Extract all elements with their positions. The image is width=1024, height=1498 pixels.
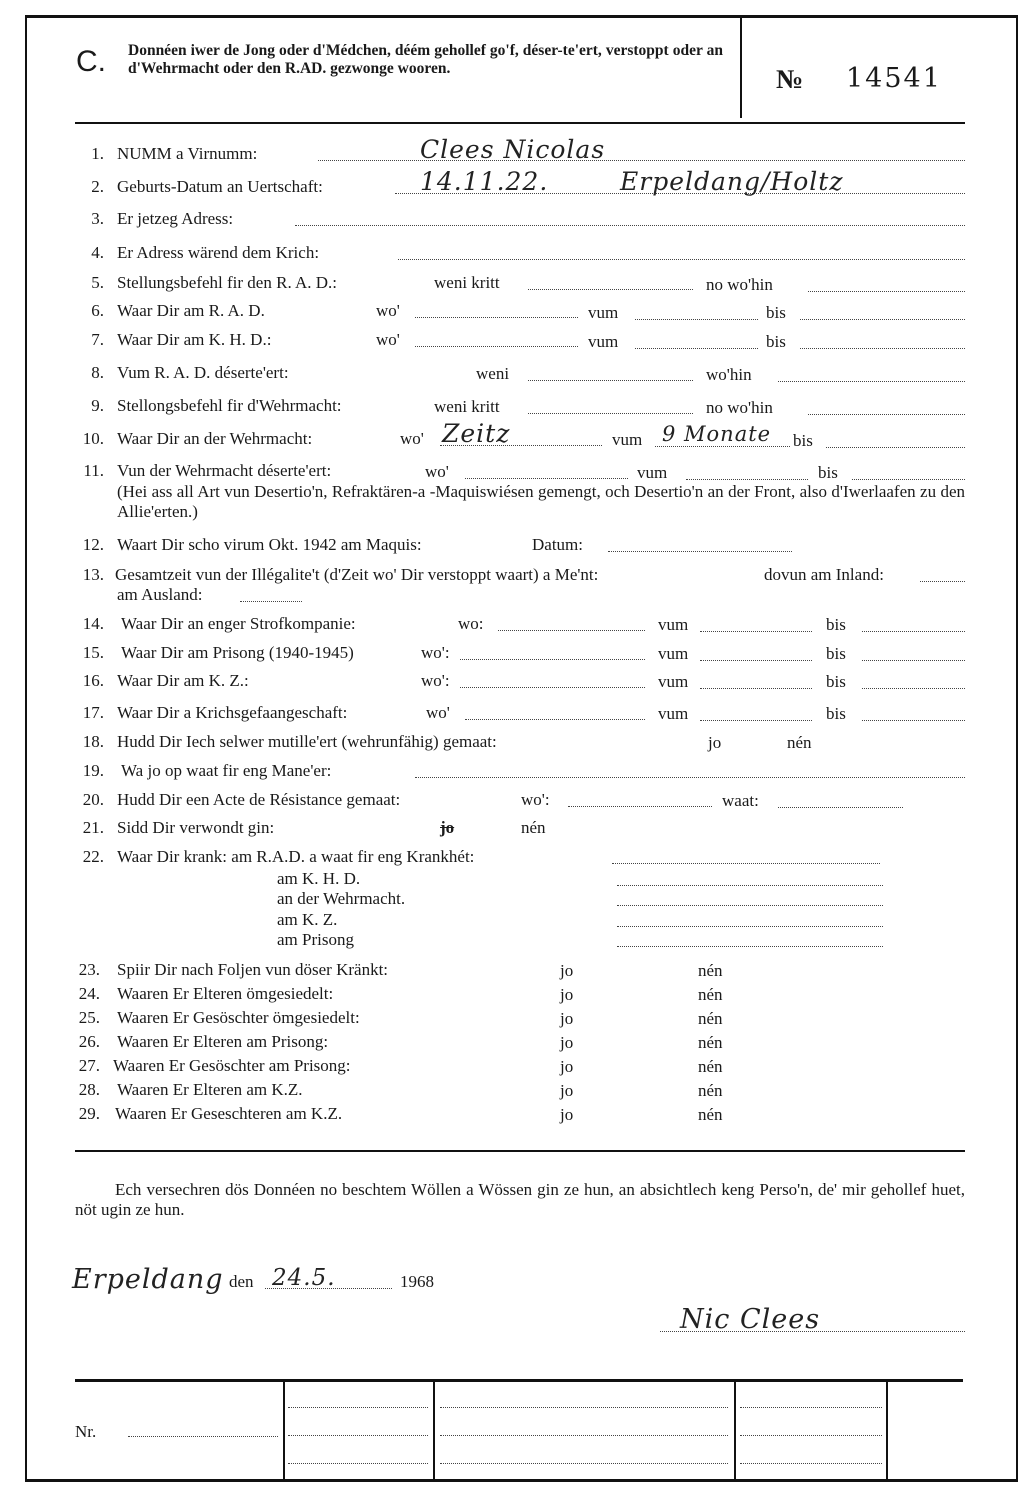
option-no[interactable]: nén [521, 818, 546, 837]
option-yes[interactable]: jo [560, 985, 574, 1004]
item-number: 9. [91, 396, 104, 415]
label-where: wo: [458, 614, 484, 633]
value-where: Zeitz [442, 419, 511, 448]
label-from: vum [612, 430, 643, 449]
field[interactable] [852, 479, 965, 480]
label: Waar Dir an enger Strofkompanie: [121, 614, 356, 633]
table-cell[interactable] [288, 1435, 428, 1436]
field-address[interactable] [295, 225, 965, 226]
field[interactable] [460, 687, 645, 688]
item-number: 6. [91, 301, 104, 320]
label-where: wo': [521, 790, 550, 809]
label-from: vum [658, 704, 689, 723]
field[interactable] [700, 688, 812, 689]
frame-left [25, 15, 27, 1482]
field[interactable] [808, 291, 965, 292]
desertion-note: (Hei ass all Art vun Desertio'n, Refraktären-a -Maquiswiésen gemengt, och Desertio'n an der Front, also d'Iwerlaafen zu den Allie'erten.) [117, 482, 965, 521]
sub-label: am K. Z. [277, 910, 338, 929]
field[interactable] [617, 926, 883, 927]
field[interactable] [240, 601, 302, 602]
label: Waaren Er Geseschteren am K.Z. [115, 1104, 343, 1123]
item-number: 27. [78, 1056, 100, 1075]
table-col-divider [283, 1381, 285, 1479]
field[interactable] [862, 631, 965, 632]
field[interactable] [700, 720, 812, 721]
label-from: vum [588, 303, 619, 322]
label-where: wo': [421, 643, 450, 662]
label-address: Er jetzeg Adress: [117, 209, 234, 228]
field[interactable] [862, 660, 965, 661]
item-number: 4. [91, 243, 104, 262]
label-war-address: Er Adress wärend dem Krich: [117, 243, 320, 262]
signed-date: 24.5. [272, 1265, 336, 1291]
label-to: bis [826, 644, 846, 663]
option-yes[interactable]: jo [560, 1105, 574, 1124]
label-where: wo': [421, 671, 450, 690]
field-war-address[interactable] [398, 259, 965, 260]
item-number: 18. [82, 732, 104, 751]
field[interactable] [617, 905, 883, 906]
label-name: NUMM a Virnumm: [117, 144, 258, 163]
label-where: wo' [376, 330, 400, 349]
label-from: vum [658, 615, 689, 634]
label-what: waat: [722, 791, 759, 810]
declaration-text: Ech versechren dös Donnéen no beschtem Wöllen a Wössen gin ze hun, an absichtlech keng Perso'n, de' mir gehollef huet, nöt ugin ze hun. [75, 1180, 965, 1219]
label: Waar Dir am R. A. D. [117, 301, 265, 320]
frame-right [1016, 15, 1018, 1482]
option-yes[interactable]: jo [560, 1009, 574, 1028]
label: Waar Dir am K. Z.: [117, 671, 249, 690]
item-number: 10. [82, 429, 104, 448]
field[interactable] [415, 346, 578, 347]
item-number: 13. [82, 565, 104, 584]
label-to: bis [766, 332, 786, 351]
field[interactable] [498, 630, 645, 631]
table-cell[interactable] [288, 1463, 428, 1464]
table-top-rule [75, 1379, 963, 1382]
label: Waaren Er Elteren am K.Z. [117, 1080, 303, 1099]
label-to: bis [826, 615, 846, 634]
field[interactable] [778, 807, 903, 808]
option-no[interactable]: nén [698, 1105, 723, 1124]
table-col-divider [886, 1381, 888, 1479]
option-yes[interactable]: jo [560, 961, 574, 980]
label-den: den [229, 1272, 254, 1291]
item-number: 1. [91, 144, 104, 163]
label-where: wo' [376, 301, 400, 320]
header-divider [740, 17, 742, 118]
field[interactable] [465, 478, 628, 479]
field[interactable] [862, 720, 965, 721]
table-col-divider [433, 1381, 435, 1479]
value-birth-date: 14.11.22. [420, 167, 549, 196]
item-number: 12. [82, 535, 104, 554]
field[interactable] [686, 479, 808, 480]
field[interactable] [617, 885, 883, 886]
label-where: wo' [426, 703, 450, 722]
option-no[interactable]: nén [698, 985, 723, 1004]
label-when: weni kritt [434, 397, 500, 416]
label: Waar Dir am K. H. D.: [117, 330, 272, 349]
item-number: 20. [82, 790, 104, 809]
label: Waaren Er Gesöschter ömgesiedelt: [117, 1008, 360, 1027]
label: Waar Dir an der Wehrmacht: [117, 429, 313, 448]
label-where: no wo'hin [706, 275, 773, 294]
value-from: 9 Monate [662, 422, 772, 446]
frame-top [25, 15, 1018, 18]
sub-label: an der Wehrmacht. [277, 889, 406, 908]
label-from: vum [658, 644, 689, 663]
option-yes[interactable]: jo [560, 1057, 574, 1076]
label-where: wo' [425, 462, 449, 481]
table-cell[interactable] [288, 1407, 428, 1408]
label: Waaren Er Elteren am Prisong: [117, 1032, 329, 1051]
field[interactable] [920, 581, 965, 582]
item-number: 7. [91, 330, 104, 349]
item-number: 16. [82, 671, 104, 690]
item-number: 29. [78, 1104, 100, 1123]
field[interactable] [617, 946, 883, 947]
sub-label: am Prisong [277, 930, 354, 949]
section-letter: C. [76, 45, 106, 78]
label-where: wo'hin [706, 365, 752, 384]
field[interactable] [608, 551, 792, 552]
item-number: 8. [91, 363, 104, 382]
label: Wa jo op waat fir eng Mane'er: [121, 761, 332, 780]
label-from: vum [637, 463, 668, 482]
header-rule [75, 122, 965, 124]
label-where: no wo'hin [706, 398, 773, 417]
label-birth: Geburts-Datum an Uertschaft: [117, 177, 323, 196]
field[interactable] [612, 863, 880, 864]
label-to: bis [826, 704, 846, 723]
signed-place: Erpeldang [72, 1264, 224, 1295]
signature: Nic Clees [680, 1304, 821, 1335]
nr-label: Nr. [75, 1422, 97, 1441]
field[interactable] [635, 319, 758, 320]
number-sign: № [776, 64, 804, 94]
label: Waaren Er Gesöschter am Prisong: [113, 1056, 351, 1075]
label-where: wo' [400, 429, 424, 448]
field[interactable] [415, 777, 965, 778]
section-divider [75, 1150, 965, 1152]
item-number: 15. [82, 643, 104, 662]
option-yes[interactable]: jo [708, 733, 722, 752]
field[interactable] [700, 660, 812, 661]
option-no[interactable]: nén [698, 1081, 723, 1100]
item-number: 19. [82, 761, 104, 780]
label-inland: dovun am Inland: [764, 565, 884, 584]
item-number: 28. [78, 1080, 100, 1099]
option-no[interactable]: nén [698, 1009, 723, 1028]
item-number: 25. [78, 1008, 100, 1027]
label: Waar Dir am Prisong (1940-1945) [121, 643, 354, 662]
field[interactable] [808, 414, 965, 415]
form-number: 14541 [846, 63, 942, 94]
field-name[interactable] [318, 160, 965, 161]
label: Waart Dir scho virum Okt. 1942 am Maquis: [117, 535, 422, 554]
table-cell[interactable] [740, 1463, 882, 1464]
field[interactable] [415, 317, 578, 318]
label-to: bis [793, 431, 813, 450]
option-yes[interactable]: jo [560, 1081, 574, 1100]
label-when: weni kritt [434, 273, 500, 292]
label-from: vum [658, 672, 689, 691]
item-number: 2. [91, 177, 104, 196]
item-number: 24. [78, 984, 100, 1003]
field[interactable] [800, 348, 965, 349]
field[interactable] [800, 319, 965, 320]
label-to: bis [826, 672, 846, 691]
field[interactable] [528, 289, 693, 290]
label: Waar Dir krank: am R.A.D. a waat fir eng Krankhét: [117, 847, 475, 866]
label-to: bis [766, 303, 786, 322]
item-number: 14. [82, 614, 104, 633]
label: Stellungsbefehl fir den R. A. D.: [117, 273, 338, 292]
signed-year: 1968 [400, 1272, 434, 1291]
field[interactable] [528, 380, 693, 381]
label: Waaren Er Elteren ömgesiedelt: [117, 984, 334, 1003]
label: Sidd Dir verwondt gin: [117, 818, 275, 837]
label: Hudd Dir Iech selwer mutille'ert (wehrunfähig) gemaat: [117, 732, 497, 751]
label-when: weni [476, 364, 510, 383]
label-from: vum [588, 332, 619, 351]
item-number: 26. [78, 1032, 100, 1051]
nr-field[interactable] [128, 1436, 278, 1437]
table-col-divider [734, 1381, 736, 1479]
table-cell[interactable] [740, 1407, 882, 1408]
label-to: bis [818, 463, 838, 482]
field[interactable] [460, 659, 645, 660]
option-yes[interactable]: jo [560, 1033, 574, 1052]
field[interactable] [826, 447, 965, 448]
item-number: 5. [91, 273, 104, 292]
table-cell[interactable] [440, 1435, 728, 1436]
option-no[interactable]: nén [698, 1057, 723, 1076]
field[interactable] [862, 688, 965, 689]
option-no[interactable]: nén [698, 1033, 723, 1052]
table-cell[interactable] [440, 1407, 728, 1408]
item-number: 22. [82, 847, 104, 866]
item-number: 23. [78, 960, 100, 979]
value-name: Clees Nicolas [420, 135, 606, 164]
label: Gesamtzeit vun der Illégalite't (d'Zeit wo' Dir verstoppt waart) a Me'nt: [115, 565, 599, 584]
item-number: 3. [91, 209, 104, 228]
label: Stellongsbefehl fir d'Wehrmacht: [117, 396, 342, 415]
frame-bottom [25, 1479, 1018, 1482]
field[interactable] [778, 381, 965, 382]
field[interactable] [700, 631, 812, 632]
option-no[interactable]: nén [787, 733, 812, 752]
label: Hudd Dir een Acte de Résistance gemaat: [117, 790, 401, 809]
label-date: Datum: [532, 535, 583, 554]
value-birth-place: Erpeldang/Holtz [620, 167, 844, 196]
section-title: Donnéen iwer de Jong oder d'Médchen, déém gehollef go'f, déser-te'ert, verstoppt oder an d'Wehrmacht oder den R.AD. gezwonge wooren. [128, 42, 723, 77]
table-cell[interactable] [740, 1435, 882, 1436]
field[interactable] [568, 806, 712, 807]
label: Spiir Dir nach Foljen vun döser Kränkt: [117, 960, 389, 979]
label-abroad: am Ausland: [117, 585, 203, 604]
label: Waar Dir a Krichsgefaangeschaft: [117, 703, 348, 722]
field[interactable] [528, 413, 693, 414]
field[interactable] [465, 719, 645, 720]
field[interactable] [635, 348, 758, 349]
item-number: 17. [82, 703, 104, 722]
sub-label: am K. H. D. [277, 869, 361, 888]
table-cell[interactable] [440, 1463, 728, 1464]
item-number: 11. [83, 461, 104, 480]
label: Vum R. A. D. déserte'ert: [117, 363, 289, 382]
option-no[interactable]: nén [698, 961, 723, 980]
item-number: 21. [82, 818, 104, 837]
label: Vun der Wehrmacht déserte'ert: [117, 461, 332, 480]
option-yes-marked[interactable]: jo [440, 818, 455, 837]
